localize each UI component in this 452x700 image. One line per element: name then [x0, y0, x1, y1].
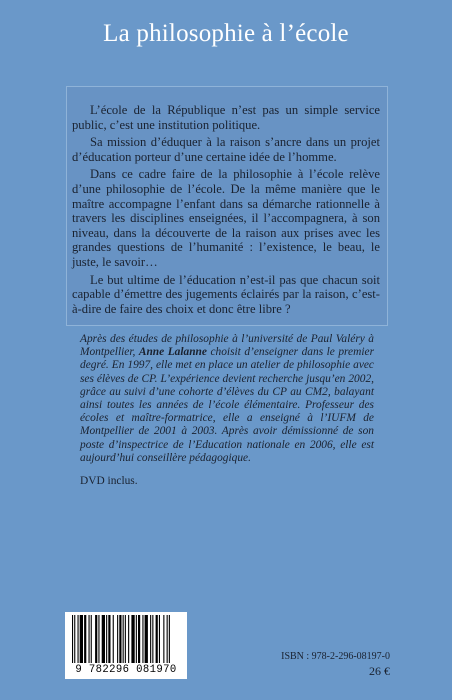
- summary-paragraph: L’école de la République n’est pas un simple service public, c’est une institution politique.: [72, 103, 380, 132]
- barcode-bar: [123, 615, 124, 663]
- barcode-bar: [167, 615, 168, 663]
- barcode-bar: [74, 615, 75, 663]
- isbn-label: ISBN : 978-2-296-08197-0: [281, 651, 390, 662]
- author-name: Anne Lalanne: [138, 346, 207, 359]
- barcode-bar: [159, 615, 160, 663]
- barcode-bar: [91, 615, 92, 663]
- barcode-bar: [106, 615, 107, 663]
- barcode-bar: [136, 615, 137, 663]
- barcode-bar: [145, 615, 148, 663]
- barcode-bar: [80, 615, 83, 663]
- barcode-bar: [169, 615, 170, 663]
- barcode-bar: [102, 615, 105, 663]
- barcode-bar: [95, 615, 97, 663]
- barcode-bar: [142, 615, 143, 663]
- book-title: La philosophie à l’école: [103, 20, 349, 47]
- barcode-bar: [156, 615, 158, 663]
- barcode-bar: [78, 615, 79, 663]
- summary-text: [72, 103, 380, 319]
- barcode-bar: [98, 615, 99, 663]
- barcode-bar: [131, 615, 134, 663]
- barcode-bar: [72, 615, 73, 663]
- bio-rest: choisit d’enseigner dans le premier degré. En 1997, elle met en place un atelier de philosophie avec ses élèves de CP. L’expérience devient recherche jusqu’en 2002, grâce au suivi d’une cohorte d’élèves du CP au CM2, balayant ainsi toutes les années de l’école élémentaire. Professeur des écoles et maître-formatrice, elle a enseigné à l’IUFM de Montpellier de 2001 à 2003. Après avoir démissionné de son poste d’inspectrice de l’Education nationale en 2006, elle est aujourd’hui conseillère pédagogique.: [80, 346, 374, 464]
- summary-paragraph: Dans ce cadre faire de la philosophie à l’école relève d’une philosophie de l’école. De la même manière que le maître accompagne l’enfant dans sa démarche rationnelle à travers les disciplines enseignées, il l’accompagnera, à son niveau, dans la découverte de la raison aux prises avec les grandes questions de l’humanité : l’existence, le beau, le juste, le savoir…: [72, 167, 380, 269]
- barcode-bar: [150, 615, 151, 663]
- bio-intro: Après des études de philosophie à l’université de Paul Valéry à Montpellier,: [80, 333, 374, 359]
- barcode-panel: [65, 612, 187, 679]
- barcode-digits: 9 782296 081970: [75, 664, 177, 676]
- barcode-bar: [138, 615, 140, 663]
- price-label: 26 €: [369, 664, 390, 678]
- barcode-bar: [152, 615, 153, 663]
- barcode-bar: [119, 615, 121, 663]
- barcode-bar: [113, 615, 114, 663]
- barcode-bar: [89, 615, 90, 663]
- barcode-bar: [108, 615, 110, 663]
- author-bio: [80, 333, 374, 465]
- dvd-note: DVD inclus.: [80, 475, 138, 487]
- barcode-bar: [125, 615, 126, 663]
- barcode: [70, 615, 182, 663]
- barcode-bar: [128, 615, 129, 663]
- barcode-bar: [163, 615, 164, 663]
- barcode-bar: [84, 615, 86, 663]
- barcode-bar: [117, 615, 118, 663]
- summary-paragraph: Le but ultime de l’éducation n’est-il pas que chacun soit capable d’émettre des jugements éclairés par la raison, c’est-à-dire de faire des choix et donc être libre ?: [72, 272, 380, 316]
- summary-paragraph: Sa mission d’éduquer à la raison s’ancre dans un projet d’éducation porteur d’une certaine idée de l’homme.: [72, 135, 380, 164]
